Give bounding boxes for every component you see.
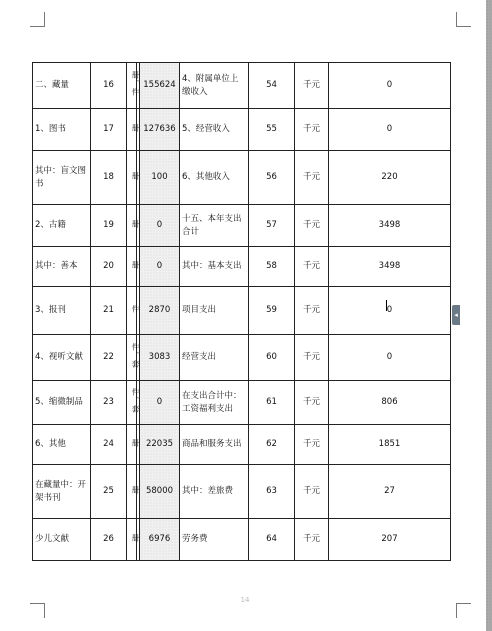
row-unit: [127, 63, 140, 109]
row-name-text: 6、其他: [35, 439, 66, 449]
row-item: [180, 425, 249, 465]
row-value-2[interactable]: [329, 205, 451, 247]
row-number: [91, 465, 127, 519]
row-value-text: 22035: [145, 439, 174, 449]
page-number: 14: [240, 596, 250, 604]
row-number-2: [249, 205, 295, 247]
row-name: [33, 63, 91, 109]
row-unit: [127, 247, 140, 287]
row-unit-text: 件、套: [131, 342, 140, 369]
row-value-2-text: 0: [386, 352, 393, 362]
row-item: [180, 63, 249, 109]
row-number: [91, 205, 127, 247]
row-number-2-text: 59: [266, 305, 277, 315]
row-unit-2-text: 千元: [302, 172, 320, 182]
row-value-2[interactable]: [329, 151, 451, 205]
row-value-2[interactable]: [329, 247, 451, 287]
row-name: [33, 335, 91, 381]
row-value-text: 3083: [148, 352, 171, 362]
row-name: [33, 381, 91, 425]
row-number-text: 24: [103, 439, 114, 449]
row-value-text: 0: [156, 261, 163, 271]
row-unit: [127, 109, 140, 151]
row-unit-text: 册: [131, 438, 140, 447]
row-value-2-text: 3498: [378, 220, 401, 230]
row-unit: [127, 205, 140, 247]
row-item-text: 经营支出: [182, 352, 217, 362]
row-unit: [127, 287, 140, 335]
crop-mark-top-left: [30, 12, 45, 27]
row-unit: [127, 151, 140, 205]
text-cursor: [386, 300, 389, 311]
row-unit-2: [295, 109, 329, 151]
row-item: [180, 519, 249, 561]
row-number: [91, 109, 127, 151]
row-value-2-text: 0: [386, 305, 393, 315]
table-row: [33, 519, 451, 561]
side-panel-toggle-icon[interactable]: ◂: [452, 305, 460, 325]
row-value-2-text: 3498: [378, 261, 401, 271]
row-number-text: 26: [103, 534, 114, 544]
row-unit-2: [295, 381, 329, 425]
row-number-2: [249, 287, 295, 335]
row-number-2: [249, 247, 295, 287]
row-unit-text: 册: [131, 485, 140, 494]
row-unit-2-text: 千元: [302, 261, 320, 271]
row-value-2[interactable]: [329, 381, 451, 425]
row-unit-2: [295, 335, 329, 381]
row-number: [91, 63, 127, 109]
row-name: [33, 205, 91, 247]
row-unit-2: [295, 151, 329, 205]
row-number-text: 23: [103, 397, 114, 407]
row-value-2[interactable]: [329, 63, 451, 109]
row-value-text: 127636: [143, 124, 176, 134]
row-unit-2-text: 千元: [302, 124, 320, 134]
row-item-text: 在支出合计中：工资福利支出: [182, 390, 242, 414]
row-number-2-text: 64: [266, 534, 277, 544]
row-item: [180, 287, 249, 335]
row-value-text: 155624: [143, 80, 176, 90]
row-unit-text: 件: [131, 304, 140, 313]
row-unit-2-text: 千元: [302, 439, 320, 449]
row-item: [180, 109, 249, 151]
row-value: [140, 425, 180, 465]
row-number-2: [249, 381, 295, 425]
row-value-2[interactable]: [329, 425, 451, 465]
row-unit-text: 册: [131, 219, 140, 228]
row-value: [140, 247, 180, 287]
row-number-2-text: 63: [266, 486, 277, 496]
row-name: [33, 465, 91, 519]
row-number: [91, 247, 127, 287]
row-number-text: 21: [103, 305, 114, 315]
row-number-text: 25: [103, 486, 114, 496]
row-value-2-text: 0: [386, 80, 393, 90]
row-value-2[interactable]: [329, 465, 451, 519]
row-unit-2-text: 千元: [302, 486, 320, 496]
row-name-text: 二、藏量: [35, 80, 70, 90]
table-row: [33, 465, 451, 519]
row-number-2-text: 60: [266, 352, 277, 362]
row-number-text: 22: [103, 352, 114, 362]
row-number-text: 20: [103, 261, 114, 271]
row-unit-2: [295, 247, 329, 287]
row-unit-2: [295, 465, 329, 519]
row-value-text: 58000: [145, 486, 174, 496]
row-number-2-text: 61: [266, 397, 277, 407]
row-unit-2-text: 千元: [302, 220, 320, 230]
row-unit-2-text: 千元: [302, 397, 320, 407]
row-item-text: 项目支出: [182, 305, 217, 315]
row-name: [33, 247, 91, 287]
row-number-text: 19: [103, 220, 114, 230]
row-unit-2-text: 千元: [302, 352, 320, 362]
row-item-text: 其中：差旅费: [182, 486, 234, 496]
row-value: [140, 381, 180, 425]
row-unit-text: 册: [131, 533, 140, 542]
row-unit-text: 册: [131, 123, 140, 132]
row-value-2[interactable]: [329, 287, 451, 335]
row-number-2: [249, 519, 295, 561]
table-row: [33, 63, 451, 109]
row-value-2[interactable]: [329, 519, 451, 561]
row-value: [140, 151, 180, 205]
row-number: [91, 519, 127, 561]
row-name: [33, 425, 91, 465]
row-value-text: 6976: [148, 534, 171, 544]
row-item: [180, 205, 249, 247]
row-value-text: 0: [156, 220, 163, 230]
row-value: [140, 205, 180, 247]
row-unit: [127, 381, 140, 425]
row-unit-text: 册: [131, 260, 140, 269]
row-number: [91, 335, 127, 381]
row-value: [140, 519, 180, 561]
row-number-text: 17: [103, 124, 114, 134]
row-item-text: 劳务费: [182, 534, 208, 544]
row-number-2: [249, 335, 295, 381]
row-value-2-text: 806: [381, 397, 398, 407]
row-number: [91, 287, 127, 335]
row-value-text: 100: [151, 172, 168, 182]
row-item-text: 5、经营收入: [182, 124, 230, 134]
row-value: [140, 109, 180, 151]
row-number-2-text: 57: [266, 220, 277, 230]
row-name: [33, 287, 91, 335]
row-name-text: 3、报刊: [35, 305, 66, 315]
table-row: [33, 151, 451, 205]
row-unit-2: [295, 287, 329, 335]
row-value: [140, 335, 180, 381]
row-name-text: 其中：善本: [35, 261, 78, 271]
crop-mark-top-right: [456, 12, 471, 27]
row-unit-2: [295, 425, 329, 465]
row-unit-text: 件、套: [131, 387, 140, 414]
row-number-2: [249, 151, 295, 205]
row-unit-2: [295, 519, 329, 561]
row-value-2[interactable]: [329, 109, 451, 151]
crop-mark-bottom-left: [30, 603, 45, 618]
row-item: [180, 335, 249, 381]
row-unit: [127, 465, 140, 519]
row-item: [180, 151, 249, 205]
row-unit-2-text: 千元: [302, 80, 320, 90]
row-number-2-text: 62: [266, 439, 277, 449]
row-number-2-text: 55: [266, 124, 277, 134]
row-unit-text: 册: [131, 171, 140, 180]
row-unit-2-text: 千元: [302, 305, 320, 315]
row-number: [91, 151, 127, 205]
row-value-text: 2870: [148, 305, 171, 315]
row-item: [180, 381, 249, 425]
row-unit-text: 册、件: [131, 70, 140, 97]
row-item-text: 商品和服务支出: [182, 439, 242, 449]
row-name-text: 其中：盲文图书: [35, 165, 87, 189]
row-name-text: 4、视听文献: [35, 352, 83, 362]
table-row: [33, 335, 451, 381]
row-number-2-text: 58: [266, 261, 277, 271]
row-value-2-text: 0: [386, 124, 393, 134]
row-name: [33, 519, 91, 561]
crop-mark-bottom-right: [456, 603, 471, 618]
row-number-2-text: 54: [266, 80, 277, 90]
row-item: [180, 465, 249, 519]
row-number: [91, 381, 127, 425]
row-name-text: 5、缩微制品: [35, 397, 83, 407]
row-item-text: 4、附属单位上缴收入: [182, 73, 239, 97]
row-item-text: 十五、本年支出合计: [182, 213, 242, 237]
row-value: [140, 287, 180, 335]
row-value-2-text: 220: [381, 172, 398, 182]
row-value: [140, 465, 180, 519]
row-number-text: 18: [103, 172, 114, 182]
row-value-2-text: 207: [381, 534, 398, 544]
row-number-2: [249, 425, 295, 465]
row-name: [33, 151, 91, 205]
statistics-table: [32, 62, 451, 561]
row-name-text: 1、图书: [35, 124, 66, 134]
row-number: [91, 425, 127, 465]
row-unit: [127, 425, 140, 465]
row-item-text: 6、其他收入: [182, 172, 230, 182]
row-value: [140, 63, 180, 109]
table-row: [33, 205, 451, 247]
row-value-2-text: 27: [384, 486, 395, 496]
table-row: [33, 381, 451, 425]
table-row: [33, 109, 451, 151]
row-number-text: 16: [103, 80, 114, 90]
row-unit-2-text: 千元: [302, 534, 320, 544]
row-number-2: [249, 63, 295, 109]
row-name: [33, 109, 91, 151]
row-number-2: [249, 465, 295, 519]
row-unit-2: [295, 205, 329, 247]
table-row: [33, 247, 451, 287]
row-name-text: 2、古籍: [35, 220, 66, 230]
row-name-text: 少儿文献: [35, 534, 70, 544]
row-unit: [127, 519, 140, 561]
table-row: [33, 425, 451, 465]
row-value-2-text: 1851: [378, 439, 401, 449]
row-value-text: 0: [156, 397, 163, 407]
row-number-2-text: 56: [266, 172, 277, 182]
row-unit-2: [295, 63, 329, 109]
row-item-text: 其中：基本支出: [182, 261, 242, 271]
row-value-2[interactable]: [329, 335, 451, 381]
row-number-2: [249, 109, 295, 151]
row-item: [180, 247, 249, 287]
row-unit: [127, 335, 140, 381]
row-name-text: 在藏量中：开架书刊: [35, 479, 87, 503]
